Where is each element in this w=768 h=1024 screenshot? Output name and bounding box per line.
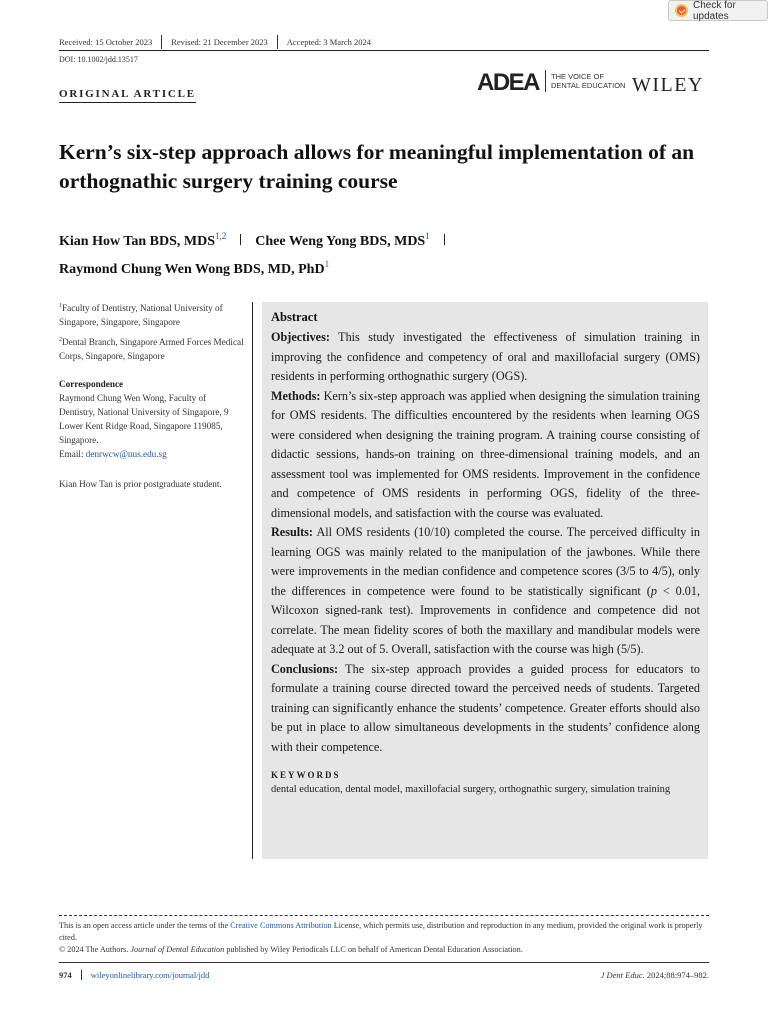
objectives-text: This study investigated the effectiveness of simulation training in improving the confidence and competency of oral and maxillofacial surgery (OMS) residents in performing orthognathic surgery (OGS). <box>271 330 700 383</box>
header-rule <box>59 50 709 51</box>
received-date: Received: 15 October 2023 <box>59 37 153 47</box>
revised-date: Revised: 21 December 2023 <box>161 35 277 49</box>
abstract-conclusions <box>271 660 700 758</box>
keywords-heading: KEYWORDS <box>271 770 341 780</box>
correspondence-block <box>59 391 244 461</box>
abstract-results <box>271 523 700 660</box>
author-list <box>59 225 709 281</box>
doi[interactable]: DOI: 10.1002/jdd.13517 <box>59 55 138 64</box>
adea-logo: ADEA <box>477 69 540 96</box>
results-label: Results: <box>271 525 313 539</box>
history-dates <box>59 35 380 49</box>
license-line <box>59 920 711 944</box>
results-text-b: < 0.01, Wilcoxon signed-rank test). Improvements in confidence and competence did not correlate. The mean fidelity scores of both the maxillary and mandibular models were adequate at 3.2 out of 5. Overall, satisfaction with the course was high (5/5). <box>271 583 700 656</box>
wiley-logo: WILEY <box>632 74 704 96</box>
journal-name: Journal of Dental Education <box>130 945 225 954</box>
keywords-list: dental education, dental model, maxillofacial surgery, orthognathic surgery, simulation training <box>271 784 671 795</box>
cc-license-link[interactable]: Creative Commons Attribution <box>230 921 332 930</box>
page-footer <box>59 970 709 980</box>
email-link[interactable]: denrwcw@nus.edu.sg <box>85 449 167 459</box>
results-text-a: All OMS residents (10/10) completed the course. The perceived difficulty in learning OGS was mainly related to the manipulation of the jawbones. While there were improvements in the median confidence and competence scores (3/5 to 4/5), only the differences in competence were found to be statistically significant ( <box>271 525 701 598</box>
journal-citation <box>601 970 709 980</box>
methods-label: Methods: <box>271 388 321 403</box>
author-affiliation[interactable]: 1 <box>324 259 330 269</box>
license-text-b: License, which permits use, distribution and reproduction in any medium, provided the original work is properly cited. <box>59 921 703 942</box>
correspondence-address: Raymond Chung Wen Wong, Faculty of Dentistry, National University of Singapore, 9 Lower Kent Ridge Road, Singapore 119085, Singapore. <box>59 393 229 445</box>
abstract-objectives <box>271 328 700 387</box>
license-notice <box>59 920 711 956</box>
affiliation-1 <box>59 299 244 329</box>
logo-divider <box>545 70 546 92</box>
objectives-label: Objectives: <box>271 330 330 344</box>
abstract-heading: Abstract <box>271 310 318 324</box>
affiliation-1-text: Faculty of Dentistry, National University of Singapore, Singapore, Singapore <box>59 303 223 327</box>
journal-url-link[interactable]: wileyonlinelibrary.com/journal/jdd <box>90 970 210 980</box>
affiliation-2-text: Dental Branch, Singapore Armed Forces Medical Corps, Singapore, Singapore <box>59 337 244 361</box>
author-name[interactable]: Kian How Tan BDS, MDS <box>59 234 215 249</box>
copyright-text-a: © 2024 The Authors. <box>59 945 131 954</box>
article-title: Kern’s six-step approach allows for meaningful implementation of an orthognathic surgery training course <box>59 140 695 193</box>
journal-abbreviation: J Dent Educ. <box>600 970 645 980</box>
affiliation-1-number: 1 <box>59 303 62 309</box>
article-type: ORIGINAL ARTICLE <box>59 88 196 103</box>
author-affiliation[interactable]: 1 <box>425 231 430 241</box>
accepted-date: Accepted: 3 March 2024 <box>277 35 380 49</box>
page-number: 974 <box>59 970 82 980</box>
copyright-text-b: published by Wiley Periodicals LLC on behalf of American Dental Education Association. <box>224 945 523 954</box>
article-sidebar <box>59 299 244 495</box>
license-rule <box>59 915 709 916</box>
conclusions-label: Conclusions: <box>271 661 339 676</box>
affiliation-2 <box>59 333 244 363</box>
author-affiliation[interactable]: 1,2 <box>215 231 227 241</box>
citation-details: 2024;88:974–982. <box>644 970 709 980</box>
abstract-side-rule <box>252 302 253 859</box>
methods-text: Kern’s six-step approach was applied when designing the simulation training for OMS residents. The difficulties encountered by the residents when learning OGS were considered when designing the training program. A training course consisting of didactic sessions, hands-on training on three-dimensional training models, and an assessment tool was implemented for OMS residents. Improvement in the confidence and competence of OMS residents in performing OGS, fidelity of the three-dimensional models, and satisfaction with the course was evaluated. <box>271 388 700 520</box>
adea-tagline-line2: DENTAL EDUCATION <box>551 81 626 90</box>
copyright-line <box>59 944 711 956</box>
adea-tagline-line1: THE VOICE OF <box>551 72 604 81</box>
check-for-updates-label: Check for updates <box>693 0 736 22</box>
results-p-symbol: p <box>650 583 657 598</box>
abstract-methods <box>271 387 700 524</box>
author-note: Kian How Tan is prior postgraduate student. <box>59 479 222 489</box>
author-name[interactable]: Chee Weng Yong BDS, MDS <box>255 234 426 249</box>
footer-rule <box>59 962 709 963</box>
conclusions-text: The six-step approach provides a guided process for educators to formulate a training course directed toward the perceived needs of students. Targeted training can significantly enhance the students’ competence. Greater efforts should also be put in place to allow simultaneous developments in the students’ confidence along with their competence. <box>271 661 700 754</box>
crossmark-icon <box>675 4 688 17</box>
license-text-a: This is an open access article under the terms of the <box>59 921 231 930</box>
adea-tagline <box>551 72 625 90</box>
author-separator <box>240 234 241 245</box>
author-name[interactable]: Raymond Chung Wen Wong BDS, MD, PhD <box>59 262 325 277</box>
email-label: Email: <box>59 449 84 459</box>
affiliation-2-number: 2 <box>59 337 62 343</box>
check-for-updates-button[interactable] <box>668 0 768 21</box>
correspondence-heading: Correspondence <box>59 379 124 389</box>
author-separator <box>444 234 445 245</box>
abstract-box <box>262 302 708 859</box>
